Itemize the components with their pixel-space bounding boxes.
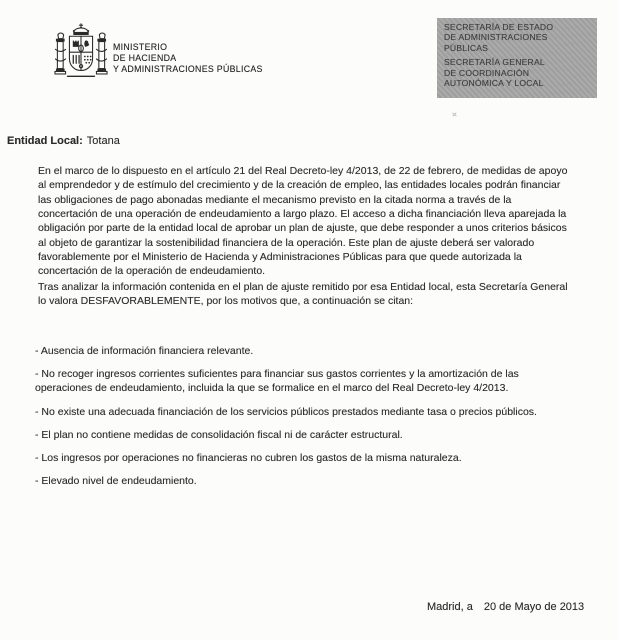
scan-speckle (452, 112, 457, 117)
secretariat-line: SECRETARÍA GENERAL (444, 57, 545, 68)
motive-item (35, 474, 537, 488)
paragraph-line: Tras analizar la información contenida en el plan de ajuste remitido por esa Entidad local, esta Secretaría General (38, 281, 568, 293)
entity-line (7, 135, 120, 147)
motive-line: - No existe una adecuada financiación de los servicios públicos prestados mediante tasa o precios públicos. (35, 405, 537, 418)
paragraph-legal-framework (38, 164, 567, 279)
secretariat-line: PÚBLICAS (444, 42, 489, 53)
entity-value: Totana (86, 135, 120, 147)
paragraph-line: obligación por parte de la entidad local de aprobar un plan de ajuste, que debe responder a unos criterios básicos (38, 222, 567, 235)
paragraph-line: En el marco de lo dispuesto en el artículo 21 del Real Decreto-ley 4/2013, de 22 de febrero, de medidas de apoyo (38, 165, 568, 177)
motive-item (35, 451, 537, 465)
motives-list (35, 344, 537, 497)
motive-line: - El plan no contiene medidas de consolidación fiscal ni de carácter estructural. (35, 428, 403, 441)
dateline-date: 20 de Mayo de 2013 (483, 601, 585, 613)
motive-line: operaciones de endeudamiento, incluida la que se formalice en el marco del Real Decreto-ley 4/2013. (35, 382, 509, 395)
paragraph-line: al emprendedor y de estímulo del crecimiento y de la creación de empleo, las entidades locales podrán financiar (38, 179, 561, 192)
motive-item (35, 367, 537, 396)
spain-coat-of-arms-icon (54, 22, 108, 92)
motive-item (35, 344, 537, 358)
paragraph-assessment (38, 280, 568, 309)
dateline (427, 601, 584, 613)
ministry-name (113, 42, 263, 75)
paragraph-line: las obligaciones de pago abonadas mediante el mecanismo previsto en la citada norma a través de la (38, 193, 512, 206)
motive-line: - Los ingresos por operaciones no financieras no cubren los gastos de la misma naturaleza. (35, 451, 462, 464)
motive-line: - Ausencia de información financiera relevante. (35, 345, 254, 357)
secretariat-stamp (437, 18, 597, 98)
secretariat-line: DE COORDINACIÓN (444, 67, 530, 78)
paragraph-line: concertación de una operación de endeudamiento a largo plazo. El acceso a dicha financiación lleva aparejada la (38, 208, 567, 221)
entity-label: Entidad Local: (7, 135, 83, 147)
paragraph-line: concertación de la operación de endeudamiento. (38, 265, 266, 278)
motive-item (35, 428, 537, 442)
motive-item (35, 405, 537, 419)
dateline-place: Madrid, a (427, 601, 473, 613)
paragraph-line: favorablemente por el Ministerio de Hacienda y Administraciones Públicas para que quede autorizada la (38, 251, 522, 264)
paragraph-line: lo valora DESFAVORABLEMENTE, por los motivos que, a continuación se citan: (38, 295, 414, 308)
secretariat-line: SECRETARÍA DE ESTADO (444, 22, 554, 32)
secretariat-general (444, 57, 597, 88)
secretariat-state (444, 22, 597, 53)
motive-line: - No recoger ingresos corrientes suficientes para financiar sus gastos corrientes y la amortización de las (35, 368, 519, 381)
motive-line: - Elevado nivel de endeudamiento. (35, 475, 197, 488)
paragraph-line: al objeto de garantizar la sostenibilidad financiera de la operación. Este plan de ajuste deberá ser valorado (38, 236, 535, 249)
secretariat-line: AUTONÓMICA Y LOCAL (444, 77, 544, 88)
ministry-name-line: Y ADMINISTRACIONES PÚBLICAS (113, 64, 263, 74)
secretariat-line: DE ADMINISTRACIONES (444, 32, 548, 43)
ministry-name-line: MINISTERIO (113, 42, 168, 52)
ministry-name-line: DE HACIENDA (113, 53, 177, 63)
